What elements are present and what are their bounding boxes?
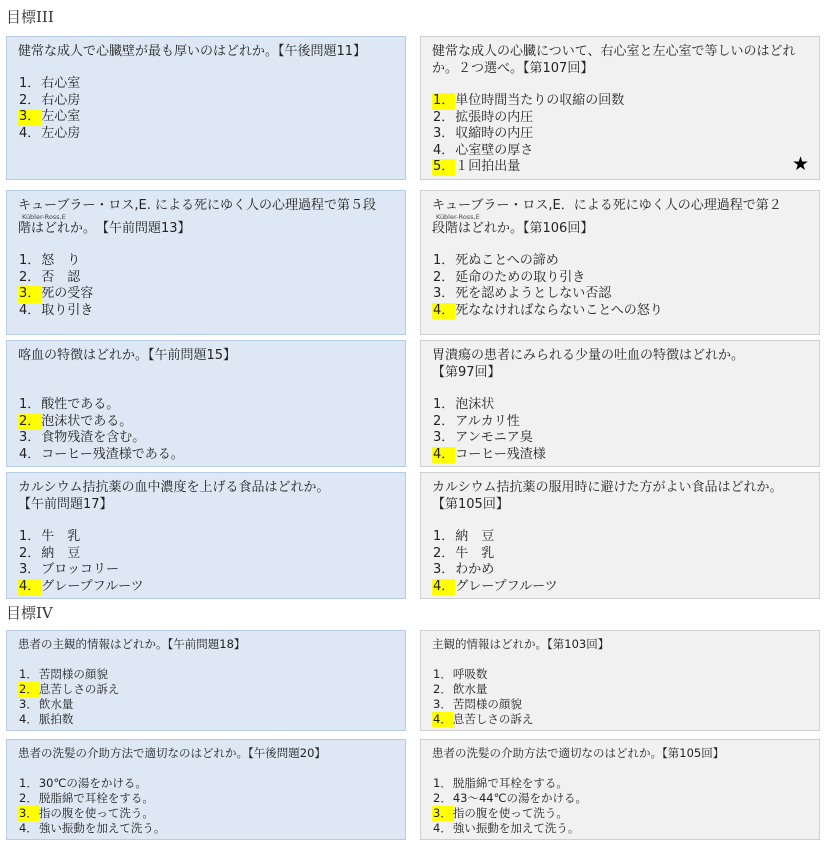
question-text: 患者の主観的情報はどれか。【午前問題18】 bbox=[18, 637, 246, 651]
section-title-goal-4: 目標IV bbox=[6, 604, 53, 622]
option-number: 1． bbox=[19, 529, 41, 544]
option-item bbox=[18, 546, 396, 563]
option-item bbox=[18, 447, 396, 464]
option-text: 死を認めようとしない否認 bbox=[455, 286, 612, 301]
option-number: 1． bbox=[19, 776, 38, 790]
option-number: 4． bbox=[19, 446, 41, 462]
option-item bbox=[18, 270, 396, 287]
option-text: 脈拍数 bbox=[38, 712, 74, 726]
option-number-highlighted: 4． bbox=[433, 578, 455, 594]
ruby-annotation: Kübler-Ross,E bbox=[436, 213, 480, 221]
question-card-right bbox=[420, 340, 820, 467]
option-number: 2． bbox=[433, 269, 455, 285]
option-number: 2． bbox=[19, 791, 38, 805]
option-text: 延命のための取り引き bbox=[455, 269, 586, 285]
option-number-highlighted: 3． bbox=[19, 286, 41, 301]
option-number: 2． bbox=[433, 413, 455, 429]
option-item bbox=[18, 93, 396, 110]
option-text: 死の受容 bbox=[41, 286, 94, 301]
option-item bbox=[432, 303, 810, 320]
option-text: 強い振動を加えて洗う。 bbox=[38, 821, 166, 835]
option-text: 脱脂綿で耳栓をする。 bbox=[38, 791, 154, 805]
question-card-left bbox=[6, 190, 406, 335]
option-text: わかめ bbox=[455, 562, 495, 577]
option-number-highlighted: 2． bbox=[19, 682, 38, 696]
option-item bbox=[18, 579, 396, 596]
options-list bbox=[18, 776, 396, 836]
options-list bbox=[432, 253, 810, 319]
option-text: 指の腹を使って洗う。 bbox=[452, 806, 568, 820]
option-text: 泡沫状である。 bbox=[41, 413, 133, 429]
options-list bbox=[18, 76, 396, 142]
option-item bbox=[18, 667, 396, 682]
option-text: アルカリ性 bbox=[455, 413, 520, 429]
option-item bbox=[18, 126, 396, 143]
option-item bbox=[18, 682, 396, 697]
options-list bbox=[432, 93, 810, 176]
option-number: 2． bbox=[19, 545, 41, 561]
option-number: 1． bbox=[433, 776, 452, 790]
option-text: 牛 乳 bbox=[455, 545, 495, 561]
question-card-right bbox=[420, 36, 820, 180]
question-card-left bbox=[6, 630, 406, 731]
option-text: アンモニア臭 bbox=[455, 430, 533, 445]
question-text: 喀血の特徴はどれか。【午前問題15】 bbox=[18, 348, 237, 363]
option-number-highlighted: 3． bbox=[433, 806, 452, 820]
option-text: 拡張時の内圧 bbox=[455, 109, 534, 125]
option-text: 納 豆 bbox=[455, 529, 495, 544]
question-text: 主観的情報はどれか。【第103回】 bbox=[432, 637, 610, 651]
option-item bbox=[432, 546, 810, 563]
option-number-highlighted: 5． bbox=[433, 159, 455, 174]
option-number: 3． bbox=[19, 430, 41, 445]
option-number: 1． bbox=[19, 76, 41, 91]
question-text: カルシウム拮抗薬の服用時に避けた方がよい食品はどれか。 【第105回】 bbox=[432, 480, 783, 512]
question-card-left bbox=[6, 340, 406, 467]
option-text: 酸性である。 bbox=[41, 397, 120, 412]
option-item bbox=[18, 697, 396, 712]
question-card-right bbox=[420, 472, 820, 599]
question-text: キューブラー・ロス,E．による死にゆく人の心理過程で第２ bbox=[432, 198, 782, 213]
option-item bbox=[18, 712, 396, 727]
question-card-right bbox=[420, 190, 820, 335]
option-number: 1． bbox=[433, 253, 455, 268]
option-number: 1． bbox=[19, 397, 41, 412]
option-number: 2． bbox=[433, 109, 455, 125]
option-item bbox=[432, 414, 810, 431]
question-text: キューブラー・ロス,E. による死にゆく人の心理過程で第５段 bbox=[18, 198, 376, 213]
option-text: 死ななければならないことへの怒り bbox=[455, 302, 663, 318]
question-card-left bbox=[6, 36, 406, 180]
option-item bbox=[432, 712, 810, 727]
option-item bbox=[432, 253, 810, 270]
option-number: 3． bbox=[433, 430, 455, 445]
option-text: 収縮時の内圧 bbox=[455, 126, 534, 141]
option-item bbox=[432, 270, 810, 287]
option-text: 30℃の湯をかける。 bbox=[38, 776, 147, 790]
option-text: 強い振動を加えて洗う。 bbox=[452, 821, 580, 835]
option-item bbox=[18, 791, 396, 806]
option-text: 牛 乳 bbox=[41, 529, 81, 544]
option-number-highlighted: 4． bbox=[433, 302, 455, 318]
option-item bbox=[432, 286, 810, 303]
option-item bbox=[432, 159, 810, 176]
option-number: 3． bbox=[19, 562, 41, 577]
option-item bbox=[18, 253, 396, 270]
option-text: 食物残渣を含む。 bbox=[41, 430, 146, 445]
option-item bbox=[18, 286, 396, 303]
option-text: 右心房 bbox=[41, 92, 81, 108]
option-text: 呼吸数 bbox=[452, 667, 488, 681]
option-item bbox=[432, 110, 810, 127]
option-item bbox=[432, 682, 810, 697]
option-item bbox=[18, 303, 396, 320]
option-number: 4． bbox=[19, 125, 41, 141]
question-text-continued: 階はどれか。 【午前問題13】 bbox=[18, 221, 191, 236]
option-number-highlighted: 2． bbox=[19, 413, 41, 429]
option-number: 3． bbox=[433, 562, 455, 577]
option-item bbox=[18, 806, 396, 821]
option-number-highlighted: 3． bbox=[19, 109, 41, 124]
option-text: 心室壁の厚さ bbox=[455, 142, 534, 158]
option-number-highlighted: 4． bbox=[19, 578, 41, 594]
option-number: 2． bbox=[19, 269, 41, 285]
option-number: 1． bbox=[433, 397, 455, 412]
question-card-left bbox=[6, 472, 406, 599]
option-number-highlighted: 4． bbox=[433, 712, 452, 726]
option-item bbox=[18, 430, 396, 447]
options-list bbox=[18, 253, 396, 319]
option-text: 左心室 bbox=[41, 109, 81, 124]
option-item bbox=[18, 109, 396, 126]
option-number: 2． bbox=[433, 682, 452, 696]
option-number: 4． bbox=[433, 142, 455, 158]
option-number: 1． bbox=[19, 667, 38, 681]
option-item bbox=[432, 776, 810, 791]
options-list bbox=[18, 667, 396, 727]
option-item bbox=[432, 667, 810, 682]
option-number: 3． bbox=[433, 286, 455, 301]
option-number: 2． bbox=[19, 92, 41, 108]
option-text: 脱脂綿で耳栓をする。 bbox=[452, 776, 568, 790]
option-item bbox=[432, 397, 810, 414]
option-item bbox=[432, 447, 810, 464]
section-title-goal-3: 目標III bbox=[6, 8, 54, 26]
option-text: 否 認 bbox=[41, 269, 81, 285]
option-item bbox=[432, 93, 810, 110]
option-item bbox=[432, 529, 810, 546]
options-list bbox=[432, 776, 810, 836]
options-list bbox=[18, 529, 396, 595]
option-text: 怒 り bbox=[41, 253, 81, 268]
options-list bbox=[18, 397, 396, 463]
option-text: グレープフルーツ bbox=[41, 578, 144, 594]
option-number: 3． bbox=[19, 697, 38, 711]
option-number-highlighted: 4． bbox=[433, 446, 455, 462]
option-number: 4． bbox=[433, 821, 452, 835]
option-item bbox=[432, 697, 810, 712]
option-text: 飲水量 bbox=[452, 682, 488, 696]
option-item bbox=[18, 776, 396, 791]
question-card-left bbox=[6, 739, 406, 840]
option-number: 3． bbox=[433, 126, 455, 141]
option-item bbox=[432, 579, 810, 596]
option-item bbox=[432, 562, 810, 579]
option-text: ブロッコリー bbox=[41, 562, 120, 577]
option-text: 苦悶様の顔貌 bbox=[452, 697, 522, 711]
option-text: 43～44℃の湯をかける。 bbox=[452, 791, 588, 805]
option-number: 4． bbox=[19, 302, 41, 318]
option-text: 右心室 bbox=[41, 76, 81, 91]
option-text: 単位時間当たりの収縮の回数 bbox=[455, 93, 625, 108]
option-item bbox=[18, 414, 396, 431]
option-text: 指の腹を使って洗う。 bbox=[38, 806, 154, 820]
option-text: 納 豆 bbox=[41, 545, 81, 561]
option-item bbox=[432, 143, 810, 160]
option-number: 4． bbox=[19, 712, 38, 726]
question-card-right bbox=[420, 739, 820, 840]
question-card-right bbox=[420, 630, 820, 731]
option-item bbox=[432, 821, 810, 836]
option-text: 息苦しさの訴え bbox=[38, 682, 120, 696]
question-text: 患者の洗髪の介助方法で適切なのはどれか。【午後問題20】 bbox=[18, 746, 326, 760]
option-text: 泡沫状 bbox=[455, 397, 495, 412]
ruby-annotation: Kübler-Ross,E bbox=[22, 213, 66, 221]
option-number-highlighted: 3． bbox=[19, 806, 38, 820]
option-item bbox=[432, 806, 810, 821]
option-text: 苦悶様の顔貌 bbox=[38, 667, 108, 681]
question-text: 患者の洗髪の介助方法で適切なのはどれか。【第105回】 bbox=[432, 746, 725, 760]
question-text: カルシウム拮抗薬の血中濃度を上げる食品はどれか。 【午前問題17】 bbox=[18, 480, 330, 512]
option-number: 1． bbox=[433, 529, 455, 544]
question-text: 健常な成人の心臓について、右心室と左心室で等しいのはどれか。２つ選べ。【第107回】 bbox=[432, 44, 796, 76]
option-text: コーヒー残渣様である。 bbox=[41, 446, 184, 462]
option-number: 3． bbox=[433, 697, 452, 711]
question-text: 健常な成人で心臓壁が最も厚いのはどれか。【午後問題11】 bbox=[18, 44, 367, 59]
option-number-highlighted: 1． bbox=[433, 93, 455, 108]
option-item bbox=[432, 126, 810, 143]
option-number: 2． bbox=[433, 791, 452, 805]
option-text: 死ぬことへの諦め bbox=[455, 253, 559, 268]
options-list bbox=[432, 529, 810, 595]
option-number: 4． bbox=[19, 821, 38, 835]
option-number: 2． bbox=[433, 545, 455, 561]
question-text-continued: 段階はどれか。【第106回】 bbox=[432, 221, 594, 236]
option-text: 取り引き bbox=[41, 302, 94, 318]
option-text: コーヒー残渣様 bbox=[455, 446, 546, 462]
option-item bbox=[18, 397, 396, 414]
option-item bbox=[18, 529, 396, 546]
options-list bbox=[432, 397, 810, 463]
option-number: 1． bbox=[433, 667, 452, 681]
option-item bbox=[18, 821, 396, 836]
option-text: 飲水量 bbox=[38, 697, 74, 711]
option-number: 1． bbox=[19, 253, 41, 268]
option-text: １回拍出量 bbox=[455, 159, 521, 174]
option-item bbox=[18, 562, 396, 579]
option-text: グレープフルーツ bbox=[455, 578, 558, 594]
option-text: 息苦しさの訴え bbox=[452, 712, 534, 726]
question-text: 胃潰瘍の患者にみられる少量の吐血の特徴はどれか。 【第97回】 bbox=[432, 348, 745, 380]
star-icon: ★ bbox=[791, 153, 809, 175]
option-item bbox=[18, 76, 396, 93]
option-item bbox=[432, 791, 810, 806]
options-list bbox=[432, 667, 810, 727]
option-text: 左心房 bbox=[41, 125, 81, 141]
option-item bbox=[432, 430, 810, 447]
